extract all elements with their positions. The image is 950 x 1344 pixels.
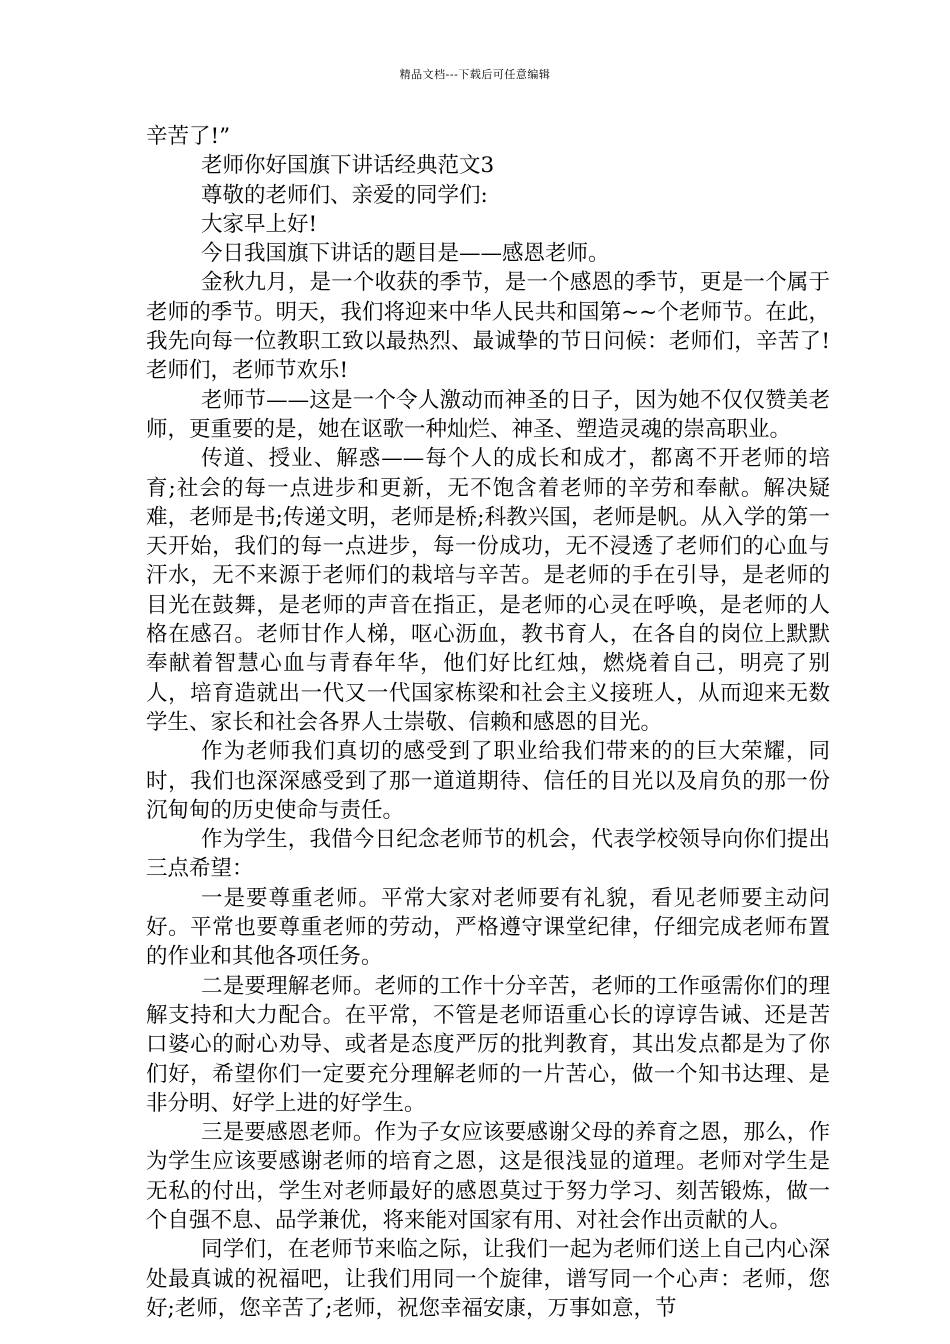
paragraph: 作为老师我们真切的感受到了职业给我们带来的的巨大荣耀，同时，我们也深深感受到了那一道道期待、信任的目光以及肩负的那一份沉甸甸的历史使命与责任。 bbox=[146, 739, 830, 823]
paragraph: 大家早上好! bbox=[201, 211, 318, 237]
paragraph: 作为学生，我借今日纪念老师节的机会，代表学校领导向你们提出三点希望： bbox=[146, 827, 830, 882]
paragraph: 老师你好国旗下讲话经典范文3 bbox=[201, 153, 495, 179]
paragraph: 老师节——这是一个令人激动而神圣的日子，因为她不仅仅赞美老师，更重要的是，她在讴歌一种灿烂、神圣、塑造灵魂的崇高职业。 bbox=[146, 387, 830, 442]
document-body bbox=[146, 122, 830, 1323]
paragraph: 尊敬的老师们、亲爱的同学们: bbox=[201, 182, 488, 208]
paragraph: 传道、授业、解惑——每个人的成长和成才，都离不开老师的培育;社会的每一点进步和更新，无不饱含着老师的辛劳和奉献。解决疑难，老师是书;传递文明，老师是桥;科教兴国，老师是帆。从入学的第一天开始，我们的每一点进步，每一份成功，无不浸透了老师们的心血与汗水，无不来源于老师们的栽培与辛苦。是老师的手在引导，是老师的目光在鼓舞，是老师的声音在指正，是老师的心灵在呼唤，是老师的人格在感召。老师甘作人梯，呕心沥血，教书育人，在各自的岗位上默默奉献着智慧心血与青春年华，他们好比红烛，燃烧着自己，明亮了别人，培育造就出一代又一代国家栋梁和社会主义接班人，从而迎来无数学生、家长和社会各界人士崇敬、信赖和感恩的目光。 bbox=[146, 446, 830, 735]
paragraph: 今日我国旗下讲话的题目是——感恩老师。 bbox=[201, 241, 610, 267]
page-header: 精品文档---下载后可任意编辑 bbox=[399, 68, 551, 81]
paragraph: 同学们，在老师节来临之际，让我们一起为老师们送上自己内心深处最真诚的祝福吧，让我们用同一个旋律，谱写同一个心声：老师，您好;老师，您辛苦了;老师，祝您幸福安康，万事如意，节 bbox=[146, 1237, 830, 1321]
paragraph: 二是要理解老师。老师的工作十分辛苦，老师的工作亟需你们的理解支持和大力配合。在平常，不管是老师语重心长的谆谆告诫、还是苦口婆心的耐心劝导、或者是态度严厉的批判教育，其出发点都是为了你们好，希望你们一定要充分理解老师的一片苦心，做一个知书达理、是非分明、好学上进的好学生。 bbox=[146, 973, 830, 1116]
paragraph: 三是要感恩老师。作为子女应该要感谢父母的养育之恩，那么，作为学生应该要感谢老师的培育之恩，这是很浅显的道理。老师对学生是无私的付出，学生对老师最好的感恩莫过于努力学习、刻苦锻炼，做一个自强不息、品学兼优，将来能对国家有用、对社会作出贡献的人。 bbox=[146, 1120, 830, 1233]
paragraph: 辛苦了!” bbox=[146, 124, 231, 149]
paragraph: 一是要尊重老师。平常大家对老师要有礼貌，看见老师要主动问好。平常也要尊重老师的劳动，严格遵守课堂纪律，仔细完成老师布置的作业和其他各项任务。 bbox=[146, 885, 830, 970]
paragraph: 金秋九月，是一个收获的季节，是一个感恩的季节，更是一个属于老师的季节。明天，我们将迎来中华人民共和国第~~个老师节。在此，我先向每一位教职工致以最热烈、最诚挚的节日问候：老师们，辛苦了!老师们，老师节欢乐! bbox=[146, 270, 830, 384]
